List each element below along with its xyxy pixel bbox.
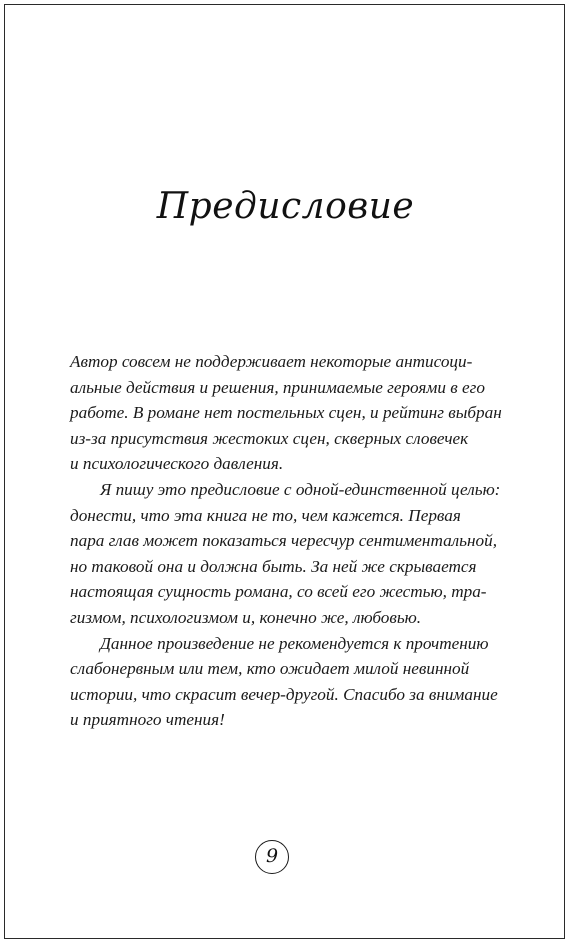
text-line: и психологического давления. (70, 454, 284, 474)
text-line: настоящая сущность романа, со всей его жестью, тра- (70, 582, 487, 602)
text-line: Данное произведение не рекомендуется к прочтению (100, 633, 489, 653)
text-line: Я пишу это предисловие с одной-единственной целью: (100, 479, 501, 499)
body-text (70, 349, 502, 733)
paragraph-3 (70, 631, 498, 733)
text-line: Автор совсем не поддерживает некоторые антисоци- (70, 352, 473, 371)
text-line: но таковой она и должна быть. За ней же скрывается (70, 556, 477, 576)
chapter-title: Предисловие (156, 186, 415, 227)
text-line: донести, что эта книга не то, чем кажется. Первая (70, 505, 461, 525)
text-line: работе. В романе нет постельных сцен, и рейтинг выбран (70, 403, 502, 423)
text-line: из-за присутствия жестоких сцен, скверных словечек (70, 428, 469, 448)
page-number-badge (255, 840, 289, 874)
page-frame (4, 4, 565, 939)
page-number: 9 (265, 844, 279, 867)
text-line: слабонервным или тем, кто ожидает милой невинной (70, 659, 470, 679)
text-line: гизмом, психологизмом и, конечно же, любовью. (70, 607, 422, 627)
paragraph-1 (70, 349, 502, 477)
text-line: и приятного чтения! (70, 710, 225, 730)
text-line: истории, что скрасит вечер-другой. Спасибо за внимание (70, 684, 498, 704)
text-line: альные действия и решения, принимаемые героями в его (70, 377, 485, 397)
text-line: пара глав может показаться чересчур сентиментальной, (70, 531, 498, 551)
paragraph-2 (70, 477, 501, 631)
